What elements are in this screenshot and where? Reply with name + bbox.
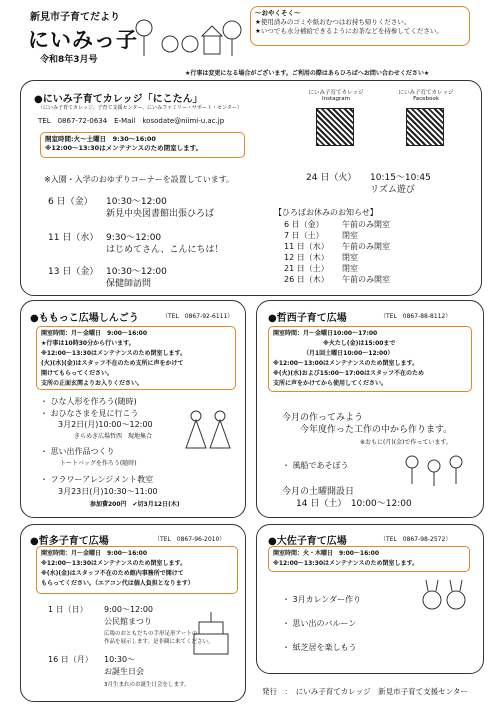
event24-date: 24 日（火）: [306, 173, 357, 183]
decoration-illustration: [132, 10, 242, 60]
osa-item: ・ 3月カレンダー作り: [282, 595, 362, 604]
hours-line: 開室時間：月～金曜日10:00～17:00: [273, 330, 378, 337]
tetta-hours: [36, 546, 238, 594]
momokko-item-line: 参加費200円 ✔切3月12日(木): [90, 501, 180, 508]
rules-notice: [250, 6, 470, 46]
closed-desc: 午前のみ開室: [342, 275, 390, 284]
closed-desc: 閉室: [342, 264, 358, 273]
rules-title: ～おやくそく～: [255, 9, 301, 17]
hours-line: (火)(水)(金)はスタッフ不在のため支所に声をかけて: [41, 360, 184, 367]
tessei-heading: ●哲西子育て広場: [268, 313, 347, 324]
tetta-event-desc: 3月生まれのお誕生日会をします。: [104, 682, 190, 688]
event-time: 10:30～12:00: [106, 267, 167, 277]
tetta-event-time: 9:00～12:00: [104, 605, 154, 614]
momokko-heading: ●ももっこ広場しんごう: [30, 313, 139, 324]
momokko-item: ・ おひなさまを見に行こう: [40, 409, 139, 418]
nikotan-contact: TEL 0867-72-0634 E-Mail kosodate@niimi-u.ac.jp: [38, 117, 225, 125]
osa-item: ・ 思い出のバルーン: [282, 619, 357, 628]
nikotan-hours: [40, 132, 245, 158]
closed-desc: 閉室: [342, 231, 358, 240]
tetta-event-date: 16 日（月）: [48, 655, 93, 664]
tessei-hours: [268, 326, 472, 392]
bunny-illustration: [416, 578, 472, 614]
tessei-make-title: 今月の作ってみよう: [282, 413, 364, 423]
tetta-event-desc: 広場のおともだちの手形足形アートの 作品を展示します。是非観に来てください。: [104, 631, 214, 645]
nikotan-sub: （にいみ子育てカレッジ、子育て支援センター、にいみファミリー・サポート・センター）: [38, 105, 242, 111]
hours-line: （月1回土曜日10:00～12:00）: [303, 350, 394, 357]
event-date: 6 日（金）: [48, 197, 93, 207]
closed-list: [284, 219, 444, 285]
event24-desc: リズム遊び: [370, 185, 415, 195]
tessei-sat-date: 14 日（土） 10:00～12:00: [296, 499, 412, 509]
hours-line: ※12:00～13:30はメンテナンスのため閉室します。: [41, 560, 187, 567]
hours-line: 開室時間：月～金曜日 9:00～16:00: [41, 330, 148, 337]
nikotan-hours-1: 開室時間:火～土曜日 9:30～16:00: [45, 135, 156, 143]
tetta-heading: ●哲多子育て広場: [30, 536, 109, 547]
tessei-item: ・ 風船であそぼう: [282, 461, 349, 470]
facebook-label: にいみ子育てカレッジ Facebook: [398, 90, 454, 102]
closed-desc: 午前のみ開室: [342, 220, 390, 229]
osa-item: ・ 紙芝居を楽しもう: [282, 643, 357, 652]
hours-line: ※12:00～13:30はメンテナンスのため閉室します。: [41, 350, 187, 357]
hours-line: 開けてもらってください。: [41, 370, 114, 377]
change-notice: ★行事は変更になる場合がございます。ご利用の際はあらひろばへお問い合わせください★: [185, 70, 430, 77]
momokko-item: ・ 思い出作品つくり: [40, 447, 115, 456]
osa-heading: ●大佐子育て広場: [268, 536, 347, 547]
newsletter-title: にいみっ子: [28, 28, 138, 52]
event-desc: 新見中央図書館出張ひろば: [106, 209, 215, 219]
hours-line: もらってください。（エアコン代は個人負担となります）: [41, 580, 194, 587]
hours-line: ※12:00～13:00はメンテナンスのため閉室します。: [273, 360, 419, 367]
tetta-event-title: お誕生日会: [104, 667, 144, 676]
tetta-event-title: 公民館まつり: [104, 617, 152, 626]
tessei-make-note: ※おもに(月)(金)で作っています。: [360, 439, 452, 446]
momokko-item: ・ ひな人形を作ろう(随時): [40, 397, 137, 406]
tessei-make-desc: 今年度作った工作の中から作ります。: [300, 425, 453, 435]
tetta-tel: （TEL 0867-96-2010）: [154, 536, 226, 543]
nikotan-heading: ●にいみ子育てカレッジ「にこたん」: [34, 94, 203, 105]
kids-balloon-illustration: [400, 452, 468, 488]
newsletter-subtitle: 新見市子育てだより: [30, 12, 120, 23]
momokko-hours: [36, 326, 236, 390]
closed-desc: 午前のみ開室: [342, 242, 390, 251]
issue-label: 令和8年3月号: [40, 55, 98, 65]
closed-date: 11 日（水）: [284, 242, 329, 251]
momokko-item-line: トートバッグを作ろう(随時): [60, 460, 137, 467]
momokko-item-line: 3月23日(月)10:30～11:00: [58, 487, 158, 496]
hours-line: 開室時間：火・木曜日 9:00～16:00: [273, 550, 380, 557]
facebook-qr[interactable]: [406, 108, 444, 146]
cake-illustration: [186, 604, 236, 660]
event-desc: 保健師訪問: [106, 279, 152, 289]
event-desc: はじめてさん、こんにちは！: [106, 245, 224, 255]
closed-date: 12 日（木）: [284, 253, 329, 262]
momokko-tel: （TEL 0867-92-6111）: [162, 313, 234, 320]
rules-line-1: ★使用済みのゴミや紙おむつはお持ち帰りください。: [255, 18, 411, 26]
rules-line-2: ★いつでも水分補給できるようにお茶などを持参してください。: [255, 27, 443, 35]
momokko-item-line: 3月2日(月)10:00～12:00: [58, 420, 153, 429]
hours-line: ※(水)(金)はスタッフ不在のため館内事務所で開けて: [41, 570, 184, 577]
momokko-item-line: きらめき広場哲西 現地集合: [74, 433, 153, 440]
closed-date: 6 日（金）: [284, 220, 324, 229]
tetta-event-date: 1 日（日）: [48, 605, 88, 614]
event-date: 13 日（金）: [48, 267, 99, 277]
osa-hours: [268, 546, 470, 572]
event-time: 10:30～12:00: [106, 197, 167, 207]
hours-line: ※12:00～13:30はメンテナンスのため閉室します。: [273, 560, 419, 567]
event-date: 11 日（水）: [48, 233, 99, 243]
nikotan-notice: ※入園・入学のおゆずりコーナーを設置しています。: [44, 175, 235, 184]
hours-line: 支所に声をかけてから使用してください。: [273, 380, 388, 387]
nikotan-hours-2: ※12:00～13:30はメンテナンスのため閉室します。: [45, 144, 203, 152]
event24-time: 10:15～10:45: [370, 173, 431, 183]
hours-line: ※火たし(金)は15:00まで: [323, 340, 396, 347]
instagram-label: にいみ子育てカレッジ Instagram: [308, 90, 364, 102]
closed-date: 7 日（土）: [284, 231, 324, 240]
hours-line: 開室時間：月～金曜日 9:00～16:00: [41, 550, 148, 557]
hours-line: 支所の正面玄関よりお入りください。: [41, 380, 144, 387]
osa-tel: （TEL 0867-98-2572）: [380, 536, 452, 543]
footer-publisher: 発行 ： にいみ子育てカレッジ 新見市子育て支援センター: [262, 687, 468, 696]
tetta-event-time: 10:30～: [104, 655, 136, 664]
hina-doll-illustration: [182, 400, 234, 450]
hours-line: ★行事は10時30分から行います。: [41, 340, 135, 347]
instagram-qr[interactable]: [316, 108, 354, 146]
closed-desc: 閉室: [342, 253, 358, 262]
hours-line: ※(火)(水)および15:00～17:00はスタッフ不在のため: [273, 370, 424, 377]
momokko-item: ・ フラワーアレンジメント教室: [40, 475, 154, 484]
closed-date: 21 日（土）: [284, 264, 329, 273]
event-time: 9:30～12:00: [106, 233, 162, 243]
tessei-tel: （TEL 0867-88-8112）: [380, 313, 452, 320]
closed-title: 【ひろばお休みのお知らせ】: [274, 208, 378, 217]
tessei-sat-title: 今月の土曜開設日: [282, 487, 355, 497]
closed-date: 26 日（木）: [284, 275, 329, 284]
